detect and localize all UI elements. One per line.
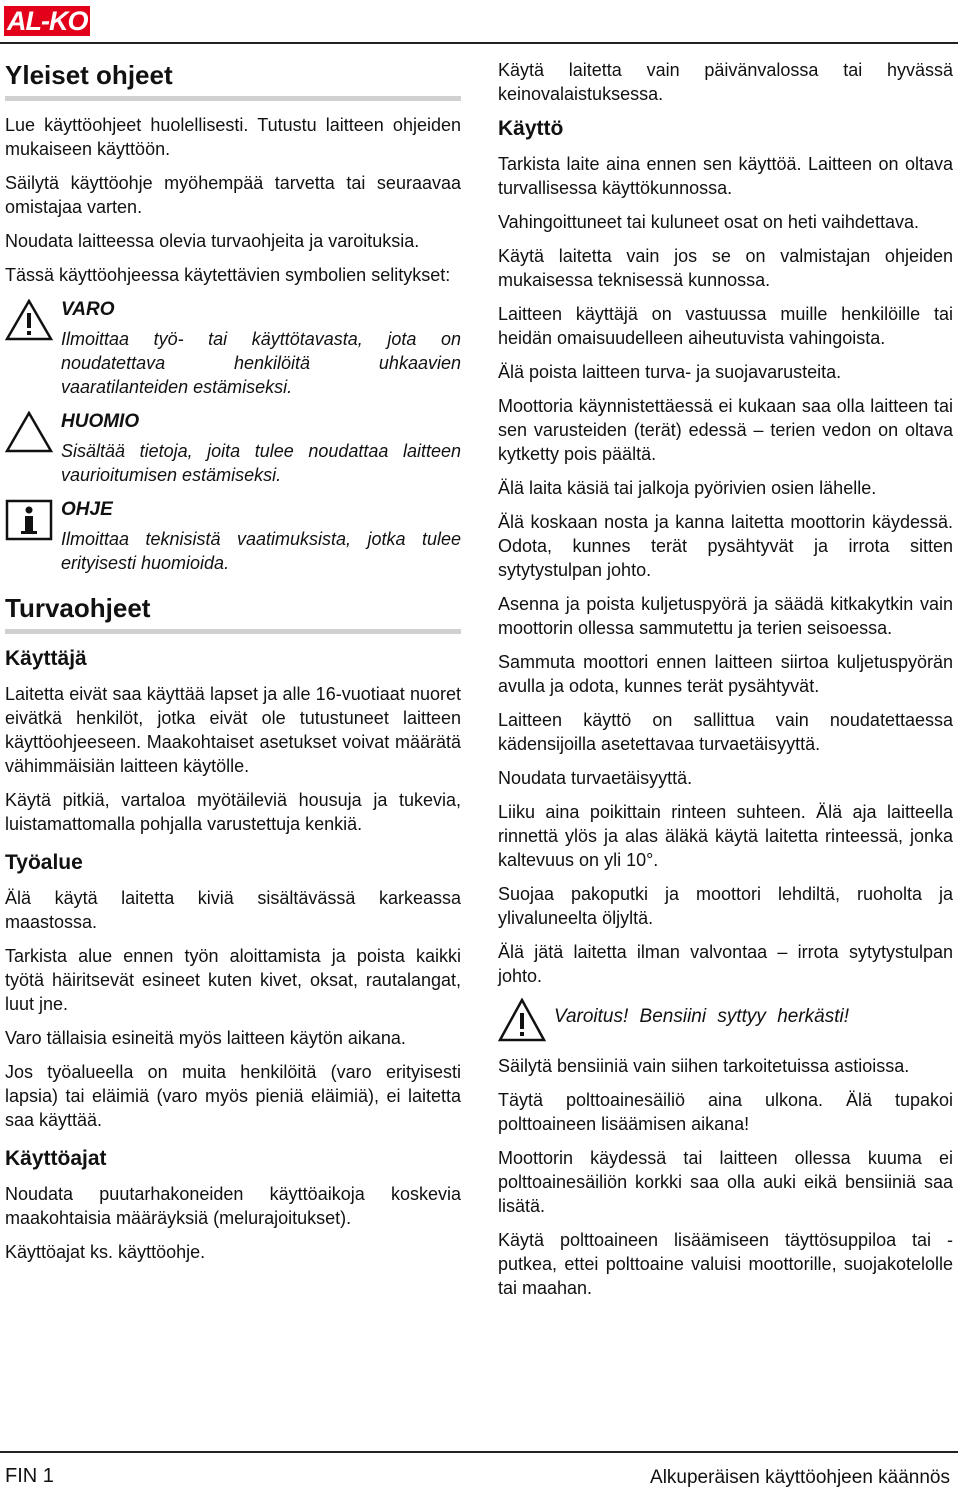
heading-work-area: Työalue bbox=[5, 851, 83, 874]
paragraph: Noudata turvaetäisyyttä. bbox=[498, 768, 693, 788]
paragraph: Tässä käyttöohjeessa käytettävien symbolien selitykset: bbox=[5, 265, 451, 285]
caution-triangle-icon bbox=[5, 411, 53, 453]
paragraph: Älä poista laitteen turva- ja suojavarusteita. bbox=[498, 362, 842, 382]
fuel-warning-text: Varoitus! Bensiini syttyy herkästi! bbox=[554, 1006, 850, 1027]
note-varo bbox=[5, 297, 461, 399]
paragraph: Moottorin käydessä tai laitteen ollessa kuuma ei polttoainesäiliön korkki saa olla auki eikä bensiiniä saa lisätä. bbox=[498, 1148, 953, 1216]
logo-text: AL-KO bbox=[4, 6, 90, 36]
paragraph: Suojaa pakoputki ja moottori lehdiltä, ruoholta ja ylivaluneelta öljyltä. bbox=[498, 884, 953, 928]
paragraph: Älä laita käsiä tai jalkoja pyörivien osien lähelle. bbox=[498, 478, 877, 498]
fuel-warning bbox=[498, 998, 953, 1042]
paragraph: Liiku aina poikittain rinteen suhteen. Älä aja laitteella rinnettä ylös ja alas äläkä käytä laitetta rinteessä, jonka kaltevuus on yli 10°. bbox=[498, 802, 953, 870]
right-column bbox=[498, 58, 953, 1310]
paragraph: Tarkista laite aina ennen sen käyttöä. Laitteen on oltava turvallisessa käyttökunnossa. bbox=[498, 154, 953, 198]
paragraph: Noudata puutarhakoneiden käyttöaikoja koskevia maakohtaisia määräyksiä (melurajoitukset). bbox=[5, 1184, 461, 1228]
note-huomio bbox=[5, 409, 461, 487]
paragraph: Täytä polttoainesäiliö aina ulkona. Älä tupakoi polttoaineen lisäämisen aikana! bbox=[498, 1090, 953, 1134]
info-icon bbox=[5, 499, 53, 541]
header-rule bbox=[0, 42, 958, 44]
paragraph: Noudata laitteessa olevia turvaohjeita ja varoituksia. bbox=[5, 231, 420, 251]
paragraph: Käytä pitkiä, vartaloa myötäileviä housuja ja tukevia, luistamattomalla pohjalla varustettuja kenkiä. bbox=[5, 790, 461, 834]
note-title: VARO bbox=[61, 299, 115, 320]
paragraph: Lue käyttöohjeet huolellisesti. Tutustu laitteen ohjeiden mukaiseen käyttöön. bbox=[5, 115, 461, 159]
footer-rule bbox=[0, 1451, 958, 1453]
paragraph: Vahingoittuneet tai kuluneet osat on heti vaihdettava. bbox=[498, 212, 919, 232]
paragraph: Älä koskaan nosta ja kanna laitetta moottorin käydessä. Odota, kunnes terät pysähtyvät ja irrota sitten sytytystulpan johto. bbox=[498, 512, 953, 580]
note-ohje bbox=[5, 497, 461, 575]
warning-triangle-icon bbox=[498, 998, 546, 1042]
al-ko-logo bbox=[4, 6, 90, 36]
note-text: Sisältää tietoja, joita tulee noudattaa laitteen vaurioitumisen estämiseksi. bbox=[61, 441, 461, 485]
paragraph: Säilytä bensiiniä vain siihen tarkoitetuissa astioissa. bbox=[498, 1056, 910, 1076]
paragraph: Varo tällaisia esineitä myös laitteen käytön aikana. bbox=[5, 1028, 406, 1048]
heading-use: Käyttö bbox=[498, 117, 564, 140]
paragraph: Älä jätä laitetta ilman valvontaa – irrota sytytystulpan johto. bbox=[498, 942, 953, 986]
footer-note: Alkuperäisen käyttöohjeen käännös bbox=[650, 1467, 950, 1488]
note-title: OHJE bbox=[61, 499, 113, 520]
paragraph: Älä käytä laitetta kiviä sisältävässä karkeassa maastossa. bbox=[5, 888, 461, 932]
paragraph: Laitteen käyttö on sallittua vain noudatettaessa kädensijoilla asetettavaa turvaetäisyyttä. bbox=[498, 710, 953, 754]
heading-operating-times: Käyttöajat bbox=[5, 1147, 107, 1170]
warning-triangle-icon bbox=[5, 299, 53, 341]
paragraph: Laitetta eivät saa käyttää lapset ja alle 16-vuotiaat nuoret eivätkä henkilöt, jotka eivät ole tutustuneet laitteen käyttöohjeeseen. Maakohtaiset asetukset voivat määrätä vähimmäisiän laitteen käytölle. bbox=[5, 684, 461, 776]
note-text: Ilmoittaa teknisistä vaatimuksista, jotka tulee erityisesti huomioida. bbox=[61, 529, 461, 573]
paragraph: Moottoria käynnistettäessä ei kukaan saa olla laitteen tai sen varusteiden (terät) edessä – terien vedon on oltava kytketty pois päältä. bbox=[498, 396, 953, 464]
paragraph: Jos työalueella on muita henkilöitä (varo erityisesti lapsia) tai eläimiä (varo myös pieniä eläimiä), ei laitetta saa käyttää. bbox=[5, 1062, 461, 1130]
heading-user: Käyttäjä bbox=[5, 647, 87, 670]
paragraph: Säilytä käyttöohje myöhempää tarvetta tai seuraavaa omistajaa varten. bbox=[5, 173, 461, 217]
paragraph: Käytä laitetta vain päivänvalossa tai hyvässä keinovalaistuksessa. bbox=[498, 60, 953, 104]
paragraph: Käytä polttoaineen lisäämiseen täyttösuppiloa tai -putkea, ettei polttoaine valuisi moottorille, suojakotelolle tai maahan. bbox=[498, 1230, 953, 1298]
paragraph: Käytä laitetta vain jos se on valmistajan ohjeiden mukaisessa teknisessä kunnossa. bbox=[498, 246, 953, 290]
paragraph: Laitteen käyttäjä on vastuussa muille henkilöille tai heidän omaisuudelleen aiheutuvista vahingoista. bbox=[498, 304, 953, 348]
note-text: Ilmoittaa työ- tai käyttötavasta, jota on noudatettava henkilöitä uhkaavien vaaratilanteiden estämiseksi. bbox=[61, 329, 461, 397]
page-number: FIN 1 bbox=[5, 1465, 54, 1487]
note-title: HUOMIO bbox=[61, 411, 140, 432]
paragraph: Asenna ja poista kuljetuspyörä ja säädä kitkakytkin vain moottorin ollessa sammutettu ja terien seisoessa. bbox=[498, 594, 953, 638]
heading-safety: Turvaohjeet bbox=[5, 591, 461, 634]
paragraph: Tarkista alue ennen työn aloittamista ja poista kaikki työtä häiritsevät esineet kuten kivet, oksat, rautalangat, luut jne. bbox=[5, 946, 461, 1014]
left-column bbox=[5, 58, 461, 1274]
paragraph: Käyttöajat ks. käyttöohje. bbox=[5, 1242, 206, 1262]
paragraph: Sammuta moottori ennen laitteen siirtoa kuljetuspyörän avulla ja odota, kunnes terät pysähtyvät. bbox=[498, 652, 953, 696]
heading-general: Yleiset ohjeet bbox=[5, 58, 461, 101]
